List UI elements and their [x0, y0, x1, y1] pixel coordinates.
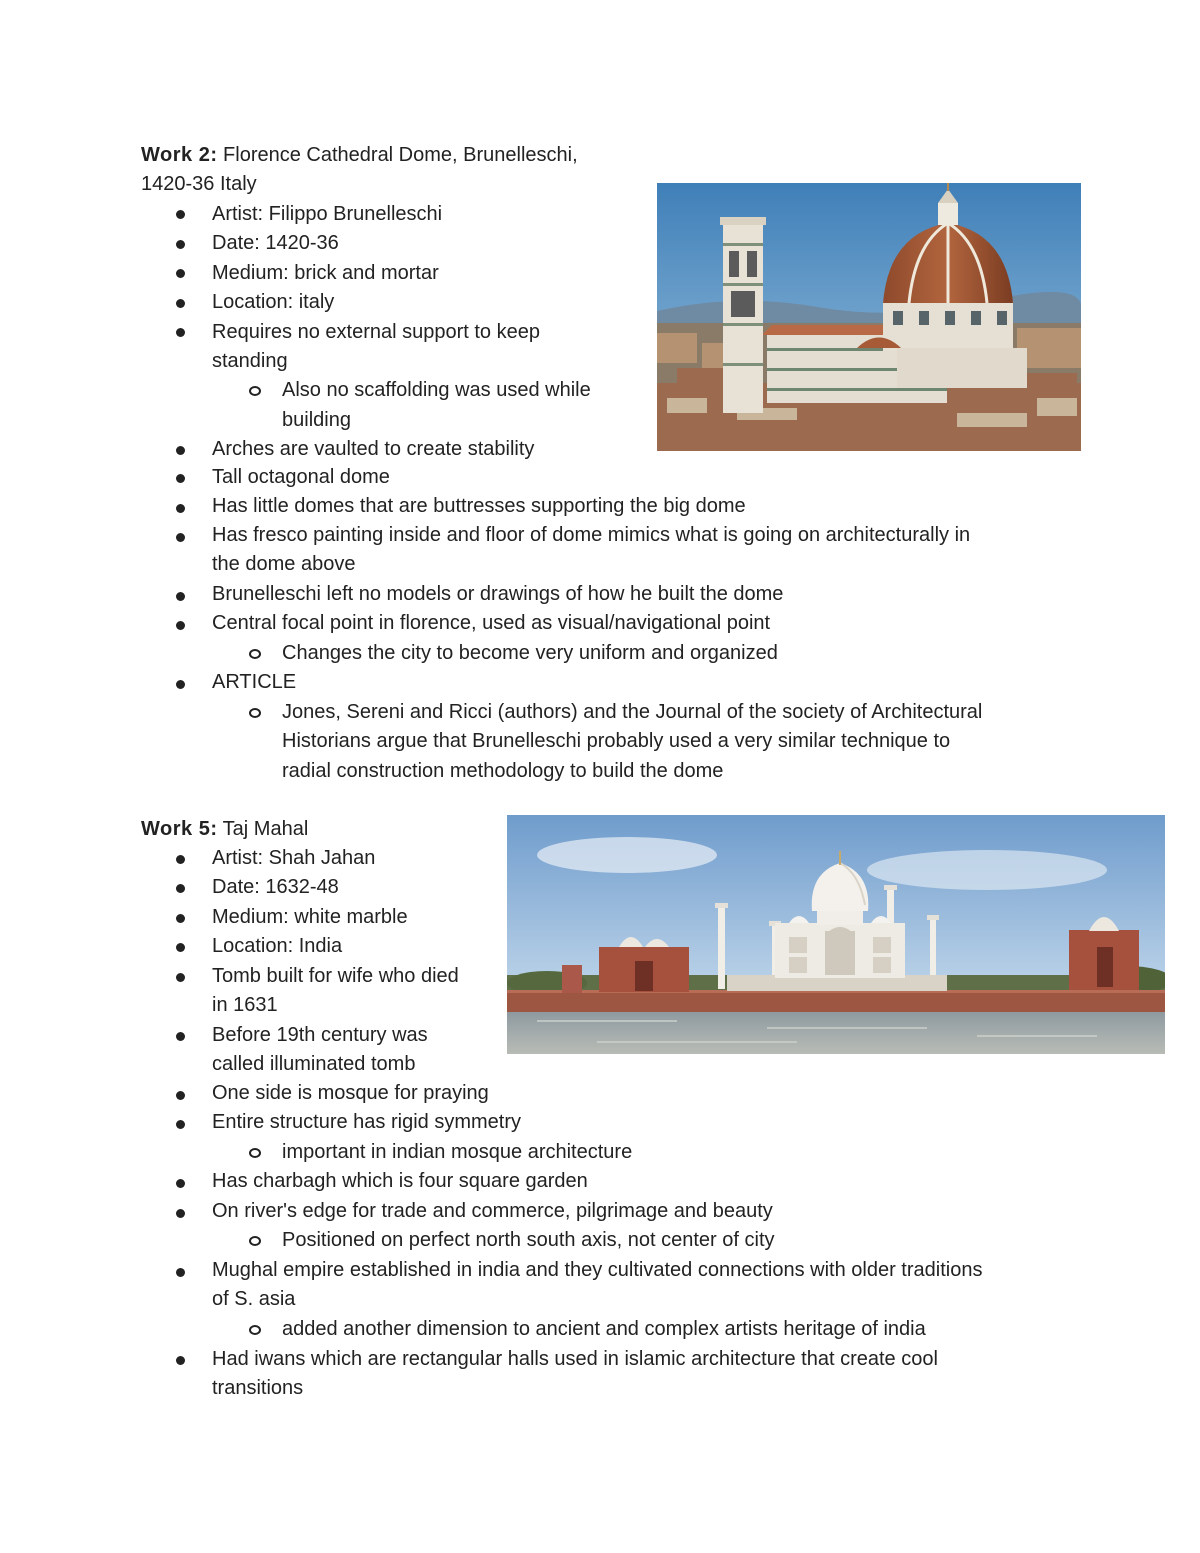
work2-bullet-little-domes: Has little domes that are buttresses supporting the big dome: [212, 495, 746, 517]
work2-sub-scaffolding-cont: building: [282, 409, 351, 431]
work5-bullet-date: Date: 1632-48: [212, 876, 339, 898]
work5-title: Taj Mahal: [217, 818, 309, 840]
work2-title-line2: 1420-36 Italy: [141, 173, 257, 195]
work5-bullet-tomb-cont: in 1631: [212, 994, 278, 1016]
bullet-icon: [176, 943, 185, 952]
bullet-icon: [176, 592, 185, 601]
bullet-icon: [176, 1032, 185, 1041]
work5-sub-heritage: added another dimension to ancient and complex artists heritage of india: [282, 1318, 926, 1340]
bullet-icon: [176, 1091, 185, 1100]
work2-label: Work 2:: [141, 144, 218, 166]
bullet-icon: [176, 914, 185, 923]
work2-bullet-arches: Arches are vaulted to create stability: [212, 438, 535, 460]
work5-bullet-river: On river's edge for trade and commerce, pilgrimage and beauty: [212, 1200, 773, 1222]
bullet-icon: [176, 1120, 185, 1129]
sub-bullet-icon: [249, 1325, 261, 1335]
work5-label: Work 5:: [141, 818, 218, 840]
bullet-icon: [176, 855, 185, 864]
work2-bullet-artist: Artist: Filippo Brunelleschi: [212, 203, 443, 225]
bullet-icon: [176, 973, 185, 982]
work5-heading: [141, 815, 308, 845]
work5-bullet-location: Location: India: [212, 935, 343, 957]
bullet-icon: [176, 680, 185, 689]
bullet-icon: [176, 240, 185, 249]
bullet-icon: [176, 504, 185, 513]
work2-sub-article-line2: Historians argue that Brunelleschi probably used a very similar technique to: [282, 730, 951, 752]
work5-photo: [507, 815, 1165, 1054]
work2-bullet-location: Location: italy: [212, 291, 335, 313]
work5-bullet-charbagh: Has charbagh which is four square garden: [212, 1170, 588, 1192]
sub-bullet-icon: [249, 708, 261, 718]
work5-bullet-tomb: Tomb built for wife who died: [212, 965, 459, 987]
bullet-icon: [176, 299, 185, 308]
work2-bullet-octagonal: Tall octagonal dome: [212, 466, 390, 488]
work5-bullet-illuminated: Before 19th century was: [212, 1024, 428, 1046]
work2-sub-article-line3: radial construction methodology to build the dome: [282, 760, 724, 782]
work5-bullet-iwans: Had iwans which are rectangular halls used in islamic architecture that create cool: [212, 1348, 938, 1370]
sub-bullet-icon: [249, 649, 261, 659]
bullet-icon: [176, 328, 185, 337]
work5-bullet-mosque: One side is mosque for praying: [212, 1082, 489, 1104]
work5-sub-mosque-architecture: important in indian mosque architecture: [282, 1141, 633, 1163]
work2-bullet-fresco: Has fresco painting inside and floor of dome mimics what is going on architecturally in: [212, 524, 971, 546]
work5-bullet-mughal: Mughal empire established in india and they cultivated connections with older traditions: [212, 1259, 983, 1281]
work5-bullet-symmetry: Entire structure has rigid symmetry: [212, 1111, 521, 1133]
work5-bullet-iwans-cont: transitions: [212, 1377, 304, 1399]
florence-cathedral-image: [657, 183, 1081, 451]
bullet-icon: [176, 1268, 185, 1277]
work2-heading: [141, 141, 578, 171]
work2-sub-article-line1: Jones, Sereni and Ricci (authors) and the Journal of the society of Architectural: [282, 701, 983, 723]
bullet-icon: [176, 1179, 185, 1188]
sub-bullet-icon: [249, 1148, 261, 1158]
sub-bullet-icon: [249, 386, 261, 396]
taj-mahal-image: [507, 815, 1165, 1054]
work5-bullet-artist: Artist: Shah Jahan: [212, 847, 376, 869]
bullet-icon: [176, 446, 185, 455]
work2-sub-uniform: Changes the city to become very uniform and organized: [282, 642, 778, 664]
work2-bullet-support: Requires no external support to keep: [212, 321, 540, 343]
bullet-icon: [176, 269, 185, 278]
work2-bullet-fresco-cont: the dome above: [212, 553, 356, 575]
work2-bullet-article: ARTICLE: [212, 671, 297, 693]
work5-sub-axis: Positioned on perfect north south axis, not center of city: [282, 1229, 775, 1251]
work2-photo: [657, 183, 1081, 451]
work5-bullet-illuminated-cont: called illuminated tomb: [212, 1053, 416, 1075]
work5-bullet-medium: Medium: white marble: [212, 906, 408, 928]
sub-bullet-icon: [249, 1236, 261, 1246]
bullet-icon: [176, 533, 185, 542]
work2-bullet-focal-point: Central focal point in florence, used as visual/navigational point: [212, 612, 771, 634]
bullet-icon: [176, 474, 185, 483]
bullet-icon: [176, 621, 185, 630]
work2-bullet-no-models: Brunelleschi left no models or drawings of how he built the dome: [212, 583, 784, 605]
bullet-icon: [176, 884, 185, 893]
bullet-icon: [176, 210, 185, 219]
work2-title: Florence Cathedral Dome, Brunelleschi,: [217, 144, 578, 166]
bullet-icon: [176, 1209, 185, 1218]
work2-bullet-medium: Medium: brick and mortar: [212, 262, 439, 284]
work2-bullet-support-cont: standing: [212, 350, 288, 372]
work2-sub-scaffolding: Also no scaffolding was used while: [282, 379, 591, 401]
work2-bullet-date: Date: 1420-36: [212, 232, 339, 254]
work5-bullet-mughal-cont: of S. asia: [212, 1288, 296, 1310]
bullet-icon: [176, 1356, 185, 1365]
